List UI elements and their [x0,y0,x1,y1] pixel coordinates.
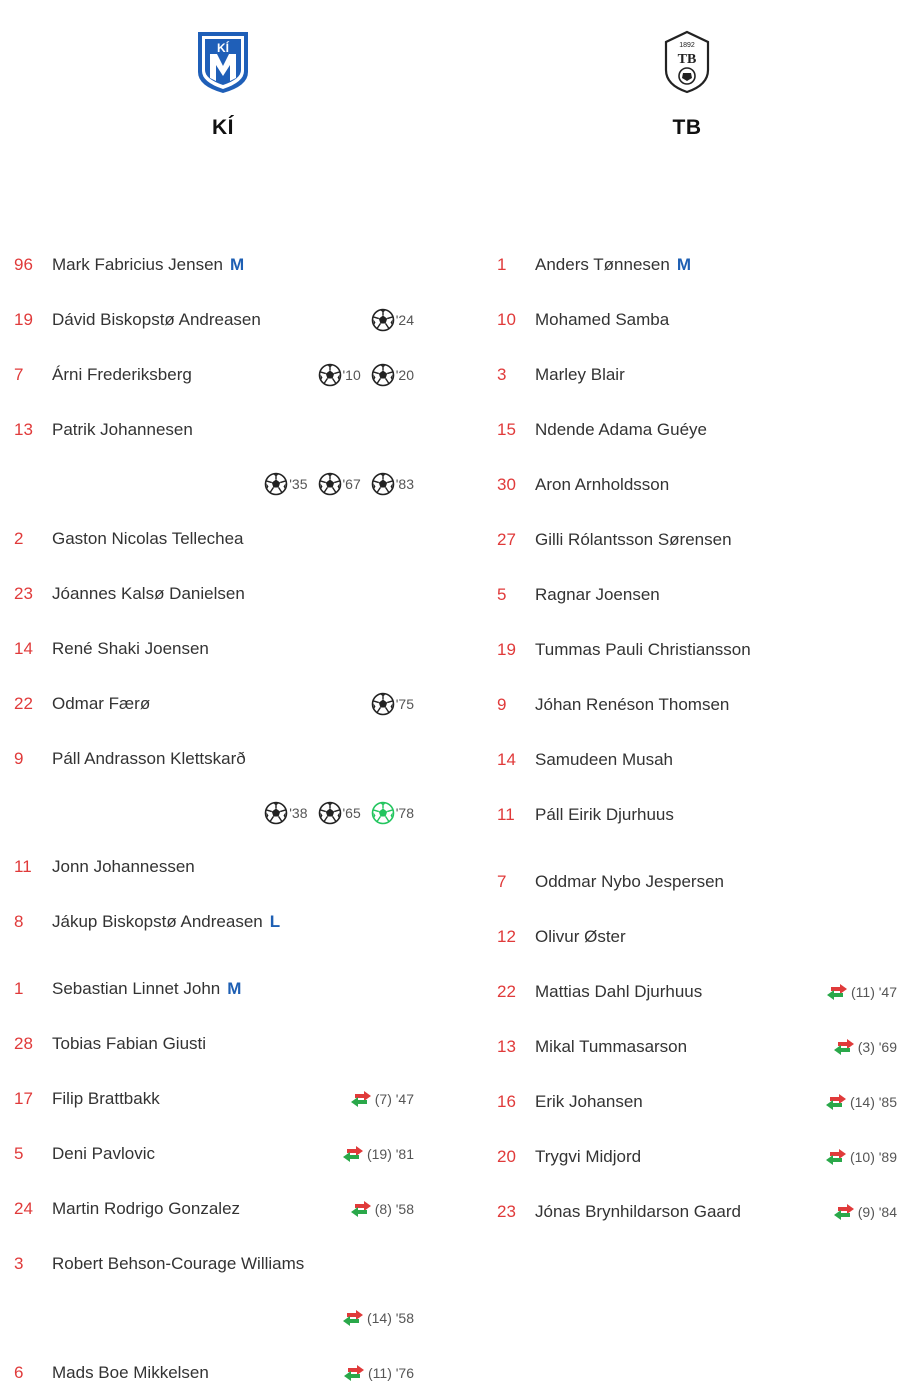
shirt-number: 96 [14,255,33,274]
svg-text:TB: TB [677,52,697,67]
shirt-number: 16 [497,1092,516,1111]
player-events [825,1142,897,1172]
player-row[interactable] [497,360,897,390]
substitution-event [342,1310,414,1326]
player-events [833,1032,897,1062]
football-icon [371,801,395,825]
player-name[interactable]: Erik Johansen [535,1092,643,1111]
football-icon [371,692,395,716]
player-name[interactable]: Patrik Johannesen [52,420,193,439]
goal-minute: '24 [395,312,414,328]
substitution-info: (3) '69 [857,1039,897,1055]
shirt-number: 5 [497,585,507,604]
away-team-name: TB [672,116,702,139]
goal-minute: '75 [395,696,414,712]
player-row[interactable] [14,689,414,719]
player-name[interactable]: Samudeen Musah [535,750,673,769]
svg-text:KÍ: KÍ [217,41,229,55]
shirt-number: 20 [497,1147,516,1166]
shirt-number: 12 [497,927,516,946]
shirt-number: 22 [497,982,516,1001]
player-row[interactable] [497,745,897,775]
football-icon [318,801,342,825]
player-row[interactable] [14,579,414,609]
ki-crest-icon [195,30,251,94]
shirt-number: 23 [14,584,33,603]
player-row[interactable] [14,1139,414,1169]
player-row[interactable] [14,360,414,390]
player-name[interactable]: Mohamed Samba [535,310,670,329]
player-row[interactable] [497,250,897,280]
player-row[interactable] [497,867,897,897]
player-events [361,689,414,719]
player-name[interactable]: Trygvi Midjord [535,1147,642,1166]
shirt-number: 9 [497,695,507,714]
football-icon [264,472,288,496]
substitution-info: (14) '58 [366,1310,414,1326]
player-name[interactable]: Filip Brattbakk [52,1089,160,1108]
tb-crest-icon [662,30,712,94]
home-team-name: KÍ [212,116,234,139]
shirt-number: 1 [497,255,507,274]
player-row[interactable] [497,1032,897,1062]
player-name[interactable]: Mads Boe Mikkelsen [52,1363,209,1382]
player-name[interactable]: Marley Blair [535,365,625,384]
substitution-event [350,1201,414,1217]
player-role-badge: L [269,912,281,931]
shirt-number: 11 [14,857,32,876]
player-name[interactable]: Aron Arnholdsson [535,475,670,494]
player-name[interactable]: Ndende Adama Guéye [535,420,708,439]
shirt-number: 3 [497,365,507,384]
player-name[interactable]: Mikal Tummasarson [535,1037,688,1056]
substitution-info: (11) '76 [368,1365,414,1381]
player-row[interactable] [497,525,897,555]
goal-event [371,308,414,332]
shirt-number: 15 [497,420,516,439]
goal-minute: '78 [395,805,414,821]
goal-minute: '65 [342,805,361,821]
substitution-icon [825,1094,847,1110]
substitution-info: (9) '84 [857,1204,897,1220]
player-row[interactable] [497,415,897,445]
shirt-number: 30 [497,475,516,494]
substitution-event [833,1039,897,1055]
player-row[interactable] [14,1084,414,1114]
shirt-number: 8 [14,912,24,931]
substitution-event [350,1091,414,1107]
player-name[interactable]: Jóhan Renéson Thomsen [535,695,730,714]
player-row[interactable] [14,250,414,280]
player-events [826,977,897,1007]
player-name[interactable]: Deni Pavlovic [52,1144,155,1163]
substitution-info: (14) '85 [849,1094,897,1110]
goal-event [371,692,414,716]
goal-minute: '35 [289,476,308,492]
substitution-info: (11) '47 [851,984,897,1000]
player-row[interactable] [497,580,897,610]
football-icon [318,363,342,387]
shirt-number: 3 [14,1254,24,1273]
shirt-number: 7 [497,872,507,891]
player-name[interactable]: Páll Andrasson Klettskarð [52,749,246,768]
substitution-icon [826,984,848,1000]
player-name[interactable]: Gaston Nicolas Tellechea [52,529,244,548]
shirt-number: 13 [14,420,33,439]
player-row[interactable] [14,1029,414,1059]
player-name[interactable]: Olivur Øster [535,927,626,946]
shirt-number: 13 [497,1037,516,1056]
player-name[interactable]: Martin Rodrigo Gonzalez [52,1199,241,1218]
player-row[interactable] [14,974,414,1004]
player-events [342,1139,414,1169]
player-row[interactable] [14,1358,414,1388]
shirt-number: 7 [14,365,24,384]
player-row[interactable] [14,1194,414,1224]
player-name[interactable]: Odmar Færø [52,694,151,713]
player-role-badge: M [676,255,691,274]
shirt-number: 19 [14,310,33,329]
shirt-number: 11 [497,805,515,824]
player-events [350,1084,414,1114]
substitution-info: (19) '81 [366,1146,414,1162]
player-row[interactable] [497,977,897,1007]
shirt-number: 14 [14,639,33,658]
player-events [343,1358,414,1388]
goal-event [264,472,307,496]
player-row[interactable] [497,1197,897,1227]
football-icon [318,472,342,496]
shirt-number: 24 [14,1199,33,1218]
football-icon [371,363,395,387]
home-team-header [123,30,323,140]
player-events [308,360,415,390]
player-name[interactable]: Jónas Brynhildarson Gaard [535,1202,742,1221]
substitution-info: (8) '58 [374,1201,414,1217]
player-name[interactable]: Jóannes Kalsø Danielsen [52,584,245,603]
football-icon [371,472,395,496]
goal-minute: '20 [395,367,414,383]
player-events [833,1197,897,1227]
player-row[interactable] [497,1142,897,1172]
goal-minute: '83 [395,476,414,492]
player-row[interactable] [497,690,897,720]
player-name[interactable]: Páll Eirik Djurhuus [535,805,674,824]
goal-event [371,472,414,496]
player-name[interactable]: Anders Tønnesen [535,255,670,274]
goal-event [371,801,414,825]
player-events-line [14,1303,414,1333]
substitution-event [343,1365,414,1381]
substitution-icon [833,1204,855,1220]
player-name[interactable]: Oddmar Nybo Jespersen [535,872,724,891]
substitution-icon [833,1039,855,1055]
shirt-number: 2 [14,529,24,548]
player-row[interactable] [497,1087,897,1117]
shirt-number: 14 [497,750,516,769]
player-name[interactable]: Mark Fabricius Jensen [52,255,224,274]
substitution-event [825,1094,897,1110]
player-name[interactable]: Gilli Rólantsson Sørensen [535,530,732,549]
shirt-number: 19 [497,640,516,659]
substitution-icon [350,1091,372,1107]
player-row[interactable] [14,907,414,937]
player-name[interactable]: Tobias Fabian Giusti [52,1034,207,1053]
player-row[interactable] [14,305,414,335]
player-name[interactable]: Ragnar Joensen [535,585,660,604]
shirt-number: 28 [14,1034,33,1053]
player-name[interactable]: Jonn Johannessen [52,857,195,876]
football-icon [371,308,395,332]
player-name[interactable]: Mattias Dahl Djurhuus [535,982,703,1001]
goal-minute: '10 [342,367,361,383]
goal-event [318,801,361,825]
goal-event [371,363,414,387]
player-row[interactable] [14,852,414,882]
player-events [361,305,414,335]
player-row[interactable] [14,744,414,774]
player-name[interactable]: Dávid Biskopstø Andreasen [52,310,261,329]
shirt-number: 6 [14,1363,24,1382]
goal-event [318,472,361,496]
goal-event [318,363,361,387]
substitution-icon [825,1149,847,1165]
player-row[interactable] [497,800,897,830]
substitution-event [825,1149,897,1165]
substitution-event [833,1204,897,1220]
player-name[interactable]: Sebastian Linnet John [52,979,221,998]
shirt-number: 1 [14,979,24,998]
player-events-line [14,469,414,499]
player-name[interactable]: Árni Frederiksberg [52,365,192,384]
shirt-number: 9 [14,749,24,768]
player-row[interactable] [497,635,897,665]
substitution-icon [342,1310,364,1326]
substitution-info: (10) '89 [849,1149,897,1165]
player-name[interactable]: Robert Behson-Courage Williams [52,1254,305,1273]
player-row[interactable] [14,524,414,554]
shirt-number: 23 [497,1202,516,1221]
player-row[interactable] [14,1249,414,1279]
substitution-icon [350,1201,372,1217]
shirt-number: 27 [497,530,516,549]
substitution-event [342,1146,414,1162]
player-row[interactable] [497,305,897,335]
shirt-number: 10 [497,310,516,329]
player-events [350,1194,414,1224]
player-row[interactable] [497,922,897,952]
player-events [825,1087,897,1117]
player-name[interactable]: Jákup Biskopstø Andreasen [52,912,263,931]
player-events-line [14,798,414,828]
football-icon [264,801,288,825]
goal-minute: '38 [289,805,308,821]
away-team-header [587,30,787,140]
shirt-number: 5 [14,1144,24,1163]
player-row[interactable] [497,470,897,500]
player-row[interactable] [14,634,414,664]
svg-text:1892: 1892 [679,42,695,49]
shirt-number: 22 [14,694,33,713]
shirt-number: 17 [14,1089,33,1108]
substitution-info: (7) '47 [374,1091,414,1107]
goal-event [264,801,307,825]
player-name[interactable]: René Shaki Joensen [52,639,209,658]
goal-minute: '67 [342,476,361,492]
substitution-event [826,984,897,1000]
player-role-badge: M [227,979,242,998]
player-role-badge: M [230,255,245,274]
player-row[interactable] [14,415,414,445]
substitution-icon [343,1365,365,1381]
substitution-icon [342,1146,364,1162]
player-name[interactable]: Tummas Pauli Christiansson [535,640,751,659]
